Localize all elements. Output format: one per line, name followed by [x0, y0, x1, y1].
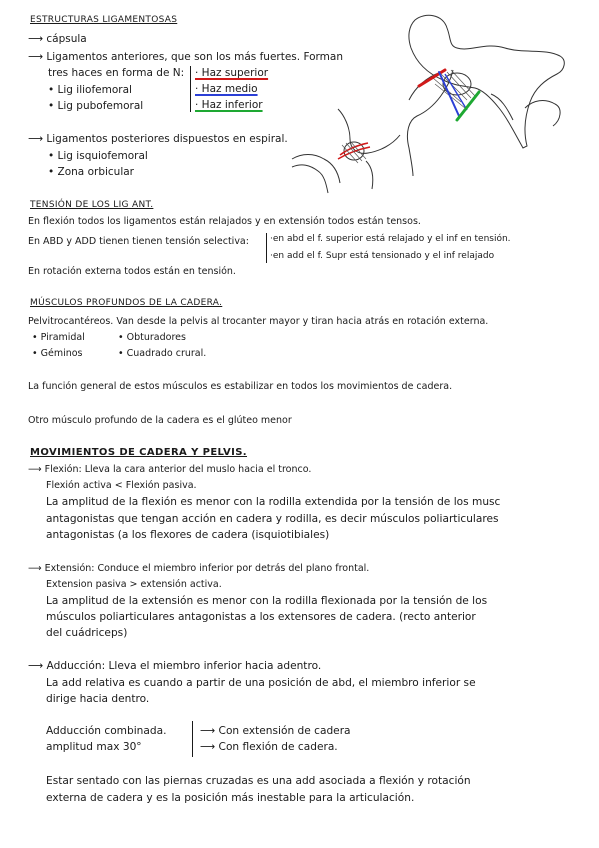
funcion-general: La función general de estos músculos es estabilizar en todos los movimientos de cadera. — [28, 381, 453, 392]
zona-orbicular: • Zona orbicular — [48, 166, 134, 178]
hip-anterior-drawing — [395, 8, 585, 178]
cuadrado-item: • Cuadrado crural. — [118, 348, 207, 359]
lig-isquiofemoral: • Lig isquiofemoral — [48, 150, 148, 162]
extension-line-1: ⟶ Extensión: Conduce el miembro inferior por detrás del plano frontal. — [28, 563, 370, 574]
tension-add: ·en add el f. Supr está tensionado y el inf relajado — [270, 251, 495, 261]
lig-pubofemoral: • Lig pubofemoral — [48, 100, 144, 112]
extension-line-4: músculos poliarticulares antagonistas a los extensores de cadera. (recto anterior — [46, 611, 476, 623]
obturadores-item: • Obturadores — [118, 332, 186, 343]
capsula-item: ⟶ cápsula — [28, 33, 87, 45]
ligamentos-anteriores-line2: tres haces en forma de N: — [48, 67, 185, 79]
hip-posterior-drawing — [288, 105, 408, 195]
extension-line-2: Extension pasiva > extensión activa. — [46, 579, 222, 590]
brace-line — [190, 66, 191, 112]
flexion-line-3: La amplitud de la flexión es menor con la rodilla extendida por la tensión de los musc — [46, 496, 501, 508]
pelvitrocantereos-line: Pelvitrocantéreos. Van desde la pelvis al trocanter mayor y tiran hacia atrás en rotación externa. — [28, 316, 489, 327]
haz-inferior: · Haz inferior — [195, 99, 263, 111]
flexion-line-1: ⟶ Flexión: Lleva la cara anterior del muslo hacia el tronco. — [28, 464, 312, 475]
tension-line-1: En flexión todos los ligamentos están relajados y en extensión todos están tensos. — [28, 216, 421, 227]
tension-abd: ·en abd el f. superior está relajado y el inf en tensión. — [270, 234, 511, 244]
amplitud-max: amplitud max 30° — [46, 741, 142, 753]
piramidal-item: • Piramidal — [32, 332, 85, 343]
flexion-line-4: antagonistas que tengan acción en cadera y rodilla, es decir músculos poliarticulares — [46, 513, 499, 525]
haz-superior: · Haz superior — [195, 67, 269, 79]
ligamentos-posteriores: ⟶ Ligamentos posteriores dispuestos en espiral. — [28, 133, 288, 145]
adduccion-brace — [192, 721, 193, 757]
extension-line-5: del cuádriceps) — [46, 627, 128, 639]
con-extension: ⟶ Con extensión de cadera — [200, 725, 351, 737]
final-line-1: Estar sentado con las piernas cruzadas es una add asociada a flexión y rotación — [46, 775, 471, 787]
tension-brace — [266, 233, 267, 263]
gluteo-menor: Otro músculo profundo de la cadera es el glúteo menor — [28, 415, 292, 426]
con-flexion: ⟶ Con flexión de cadera. — [200, 741, 338, 753]
adduccion-combinada: Adducción combinada. — [46, 725, 167, 737]
section-title-musculos: MÚSCULOS PROFUNDOS DE LA CADERA. — [30, 298, 223, 308]
final-line-2: externa de cadera y es la posición más inestable para la articulación. — [46, 792, 415, 804]
adduccion-line-3: dirige hacia dentro. — [46, 693, 150, 705]
flexion-line-2: Flexión activa < Flexión pasiva. — [46, 480, 197, 491]
section-title-tension: TENSIÓN DE LOS LIG ANT. — [30, 200, 154, 210]
adduccion-line-1: ⟶ Adducción: Lleva el miembro inferior hacia adentro. — [28, 660, 322, 672]
ligamentos-anteriores-line: ⟶ Ligamentos anteriores, que son los más fuertes. Forman — [28, 51, 343, 63]
section-title-movimientos: MOVIMIENTOS DE CADERA Y PELVIS. — [30, 447, 248, 458]
extension-line-3: La amplitud de la extensión es menor con la rodilla flexionada por la tensión de los — [46, 595, 488, 607]
tension-line-3: En rotación externa todos están en tensión. — [28, 266, 236, 277]
flexion-line-5: antagonistas (a los flexores de cadera (isquiotibiales) — [46, 529, 330, 541]
tension-line-2: En ABD y ADD tienen tienen tensión selectiva: — [28, 236, 249, 247]
haz-medio: · Haz medio — [195, 83, 258, 95]
lig-iliofemoral: • Lig iliofemoral — [48, 84, 132, 96]
geminos-item: • Géminos — [32, 348, 83, 359]
section-title-estructuras: ESTRUCTURAS LIGAMENTOSAS — [30, 15, 178, 25]
adduccion-line-2: La add relativa es cuando a partir de una posición de abd, el miembro inferior se — [46, 677, 476, 689]
